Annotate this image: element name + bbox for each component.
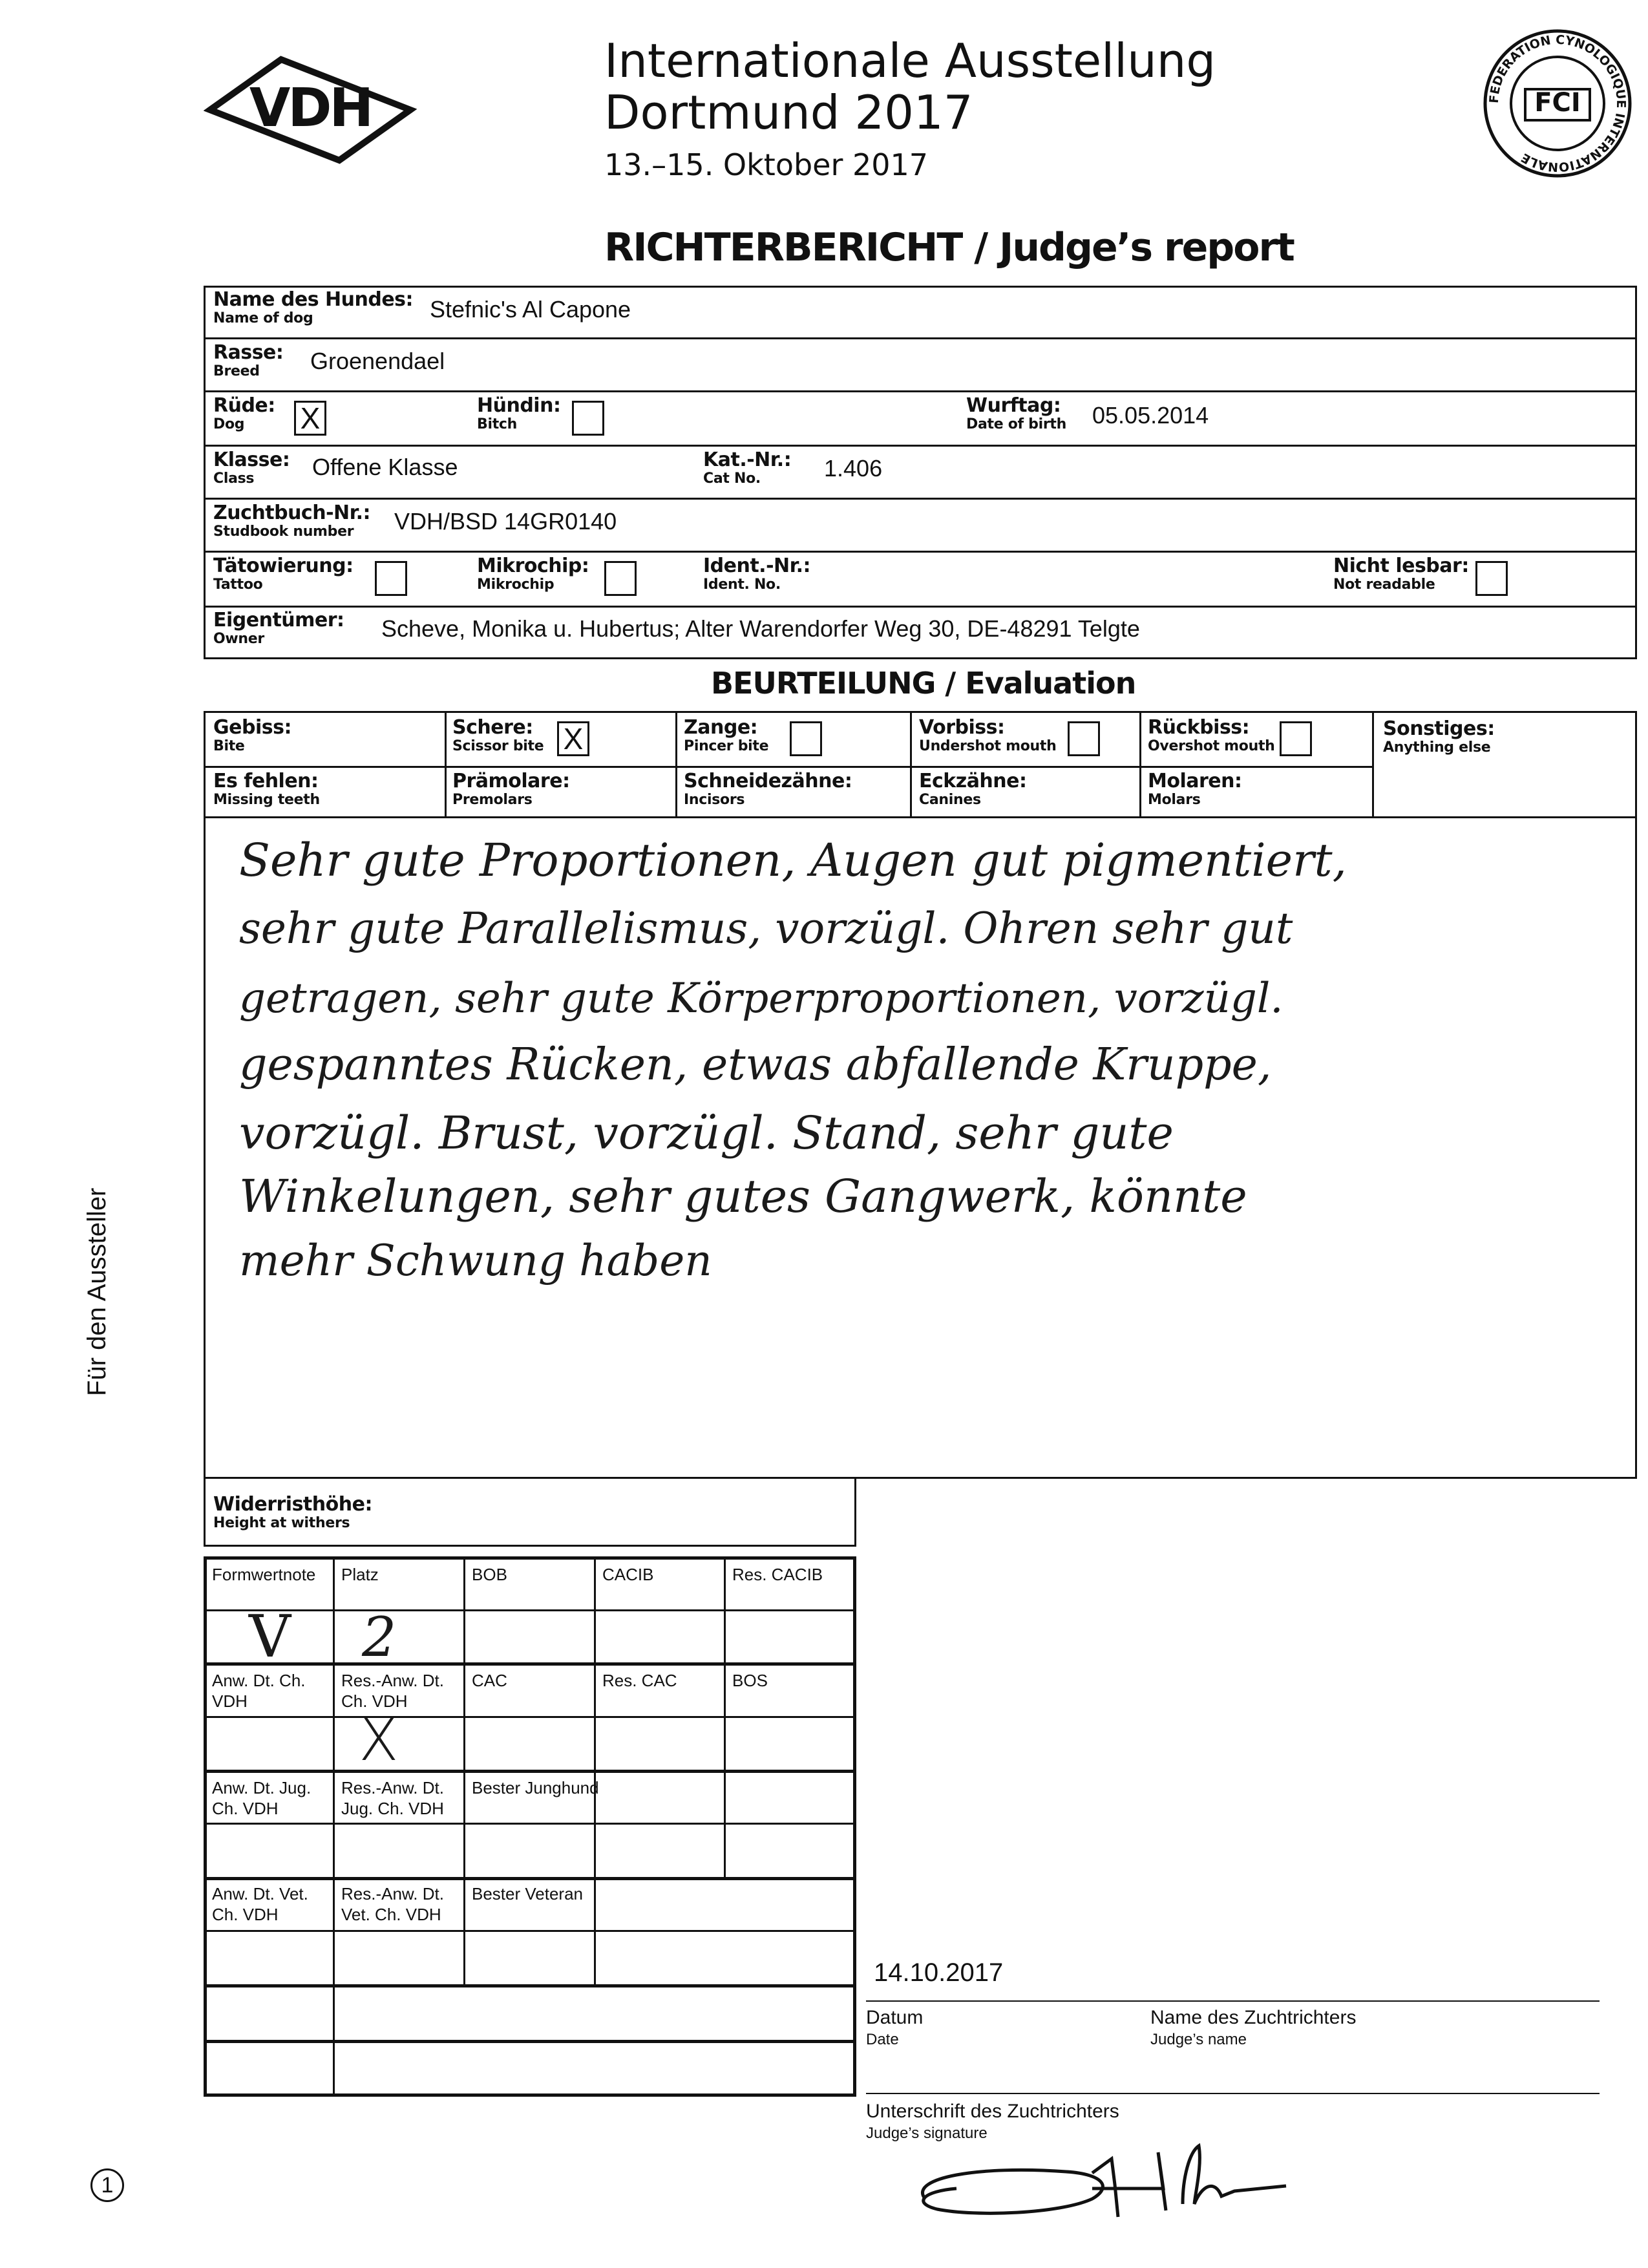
breed-value: Groenendael xyxy=(310,348,445,374)
vdh-logo xyxy=(204,52,417,168)
award-bester-veteran: Bester Veteran xyxy=(472,1884,583,1903)
fci-seal-text: FCI xyxy=(1534,88,1581,118)
evaluation-line-7: mehr Schwung haben xyxy=(239,1236,712,1286)
evaluation-line-6: Winkelungen, sehr gutes Gangwerk, könnte xyxy=(239,1170,1247,1223)
bite-label: Gebiss: Bite xyxy=(213,716,291,754)
premolars-label: Prämolare: Premolars xyxy=(452,770,570,808)
fci-seal xyxy=(1480,26,1635,181)
award-bos: BOS xyxy=(732,1671,768,1690)
pincer-label: Zange: Pincer bite xyxy=(684,716,769,754)
date-sub: Date xyxy=(866,2031,899,2048)
signature-label: Unterschrift des Zuchtrichters xyxy=(866,2101,1119,2122)
scissor-checkbox[interactable]: X xyxy=(557,721,589,756)
scissor-label: Schere: Scissor bite xyxy=(452,716,544,754)
incisors-label: Schneidezähne: Incisors xyxy=(684,770,852,808)
award-cac: CAC xyxy=(472,1671,507,1690)
female-label: Hündin: Bitch xyxy=(477,394,561,432)
other-label: Sonstiges: Anything else xyxy=(1383,717,1495,756)
chip-label: Mikrochip: Mikrochip xyxy=(477,555,589,593)
award-platz: Platz xyxy=(341,1565,379,1584)
unreadable-checkbox[interactable] xyxy=(1475,561,1508,596)
evaluation-line-1: Sehr gute Proportionen, Augen gut pigmentiert, xyxy=(239,834,1347,887)
male-checkbox[interactable]: X xyxy=(294,401,326,436)
owner-value: Scheve, Monika u. Hubertus; Alter Warendorfer Weg 30, DE-48291 Telgte xyxy=(381,615,1140,642)
breed-label: Rasse: Breed xyxy=(213,341,284,379)
award-platz-value: 2 xyxy=(362,1606,397,1669)
class-value: Offene Klasse xyxy=(312,454,458,480)
awards-table xyxy=(204,1556,856,2097)
overshot-checkbox[interactable] xyxy=(1280,721,1312,756)
molars-label: Molaren: Molars xyxy=(1148,770,1242,808)
award-anw-dt-jug-ch: Anw. Dt. Jug. Ch. VDH xyxy=(212,1778,312,1818)
tattoo-label: Tätowierung: Tattoo xyxy=(213,555,354,593)
award-anw-dt-vet-ch: Anw. Dt. Vet. Ch. VDH xyxy=(212,1884,308,1924)
evaluation-line-5: vorzügl. Brust, vorzügl. Stand, sehr gute xyxy=(239,1107,1174,1160)
class-label: Klasse: Class xyxy=(213,449,290,487)
award-formwertnote-value: V xyxy=(249,1603,291,1671)
judge-signature xyxy=(898,2126,1312,2230)
dog-name-value: Stefnic's Al Capone xyxy=(430,296,631,323)
male-label: Rüde: Dog xyxy=(213,394,275,432)
evaluation-line-2: sehr gute Parallelismus, vorzügl. Ohren sehr gut xyxy=(239,904,1293,953)
female-checkbox[interactable] xyxy=(572,401,604,436)
side-text: Für den Aussteller xyxy=(83,1187,111,1396)
studbook-label: Zuchtbuch-Nr.: Studbook number xyxy=(213,502,371,540)
catno-value: 1.406 xyxy=(824,455,883,482)
evaluation-line-4: gespanntes Rücken, etwas abfallende Kruppe, xyxy=(239,1039,1272,1090)
event-title-line1: Internationale Ausstellung xyxy=(604,34,1216,88)
judge-name-label: Name des Zuchtrichters xyxy=(1150,2007,1357,2028)
date-label: Datum xyxy=(866,2007,924,2028)
event-title-line2: Dortmund 2017 xyxy=(604,85,973,140)
overshot-label: Rückbiss: Overshot mouth xyxy=(1148,716,1275,754)
evaluation-line-3: getragen, sehr gute Körperproportionen, vorzügl. xyxy=(239,975,1284,1023)
unreadable-label: Nicht lesbar: Not readable xyxy=(1333,555,1469,593)
award-bester-junghund: Bester Junghund xyxy=(472,1778,599,1797)
award-bob: BOB xyxy=(472,1565,507,1584)
chip-checkbox[interactable] xyxy=(604,561,637,596)
award-res-cac: Res. CAC xyxy=(602,1671,677,1690)
undershot-label: Vorbiss: Undershot mouth xyxy=(919,716,1057,754)
award-res-cacib: Res. CACIB xyxy=(732,1565,823,1584)
pincer-checkbox[interactable] xyxy=(790,721,822,756)
event-dates: 13.–15. Oktober 2017 xyxy=(604,147,929,182)
withers-label: Widerristhöhe: Height at withers xyxy=(213,1493,372,1531)
page-number xyxy=(90,2168,124,2202)
dog-name-label: Name des Hundes: Name of dog xyxy=(213,288,414,326)
signature-sub: Judge’s signature xyxy=(866,2125,988,2142)
award-cacib: CACIB xyxy=(602,1565,654,1584)
studbook-value: VDH/BSD 14GR0140 xyxy=(394,508,617,535)
tattoo-checkbox[interactable] xyxy=(375,561,407,596)
award-formwertnote: Formwertnote xyxy=(212,1565,316,1584)
undershot-checkbox[interactable] xyxy=(1068,721,1100,756)
vdh-logo-text: VDH xyxy=(249,78,372,139)
page-number-text: 1 xyxy=(101,2173,114,2198)
award-res-anw-dt-ch-value: X xyxy=(359,1706,399,1774)
fci-seal-ring-text: FEDERATION CYNOLOGIQUE INTERNATIONALE xyxy=(1486,32,1629,175)
evaluation-title: BEURTEILUNG / Evaluation xyxy=(711,666,1136,701)
judge-name-sub: Judge’s name xyxy=(1150,2031,1247,2048)
award-res-anw-dt-ch: Res.-Anw. Dt. Ch. VDH xyxy=(341,1671,444,1711)
canines-label: Eckzähne: Canines xyxy=(919,770,1027,808)
missing-teeth-label: Es fehlen: Missing teeth xyxy=(213,770,320,808)
dob-label: Wurftag: Date of birth xyxy=(966,394,1066,432)
report-title: RICHTERBERICHT / Judge’s report xyxy=(604,225,1294,270)
evaluation-box xyxy=(204,711,1637,1479)
date-value: 14.10.2017 xyxy=(874,1958,1004,1987)
award-res-anw-dt-jug-ch: Res.-Anw. Dt. Jug. Ch. VDH xyxy=(341,1778,444,1818)
award-anw-dt-ch: Anw. Dt. Ch. VDH xyxy=(212,1671,306,1711)
catno-label: Kat.-Nr.: Cat No. xyxy=(703,449,792,487)
owner-label: Eigentümer: Owner xyxy=(213,609,344,647)
dob-value: 05.05.2014 xyxy=(1092,402,1209,429)
award-res-anw-dt-vet-ch: Res.-Anw. Dt. Vet. Ch. VDH xyxy=(341,1884,444,1924)
ident-label: Ident.-Nr.: Ident. No. xyxy=(703,555,811,593)
